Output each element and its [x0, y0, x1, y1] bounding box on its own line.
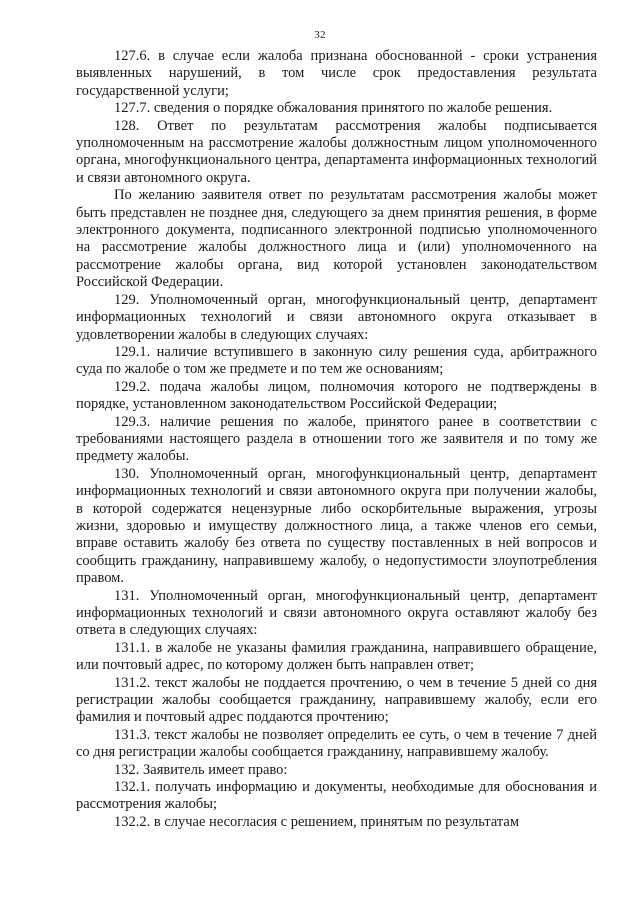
paragraph-129-3: 129.3. наличие решения по жалобе, принятого ранее в соответствии с требованиями настоящего раздела в отношении того же заявителя и по тому же предмету жалобы.	[76, 413, 597, 465]
paragraph-132-1: 132.1. получать информацию и документы, необходимые для обоснования и рассмотрения жалобы;	[76, 779, 597, 813]
paragraph-131-3: 131.3. текст жалобы не позволяет определить ее суть, о чем в течение 7 дней со дня регистрации жалобы сообщается гражданину, направившему жалобу.	[76, 726, 597, 761]
paragraph-131: 131. Уполномоченный орган, многофункциональный центр, департамент информационных технологий и связи автономного округа оставляют жалобу без ответа в следующих случаях:	[76, 587, 597, 639]
document-body	[76, 48, 597, 831]
paragraph-129-1: 129.1. наличие вступившего в законную силу решения суда, арбитражного суда по жалобе о том же предмете и по тем же основаниям;	[76, 343, 597, 378]
paragraph-128: 128. Ответ по результатам рассмотрения жалобы подписывается уполномоченным на рассмотрение жалобы должностным лицом уполномоченного органа, многофункционального центра, департамента информационных технологий и связи автономного округа.	[76, 117, 597, 186]
paragraph-131-2: 131.2. текст жалобы не поддается прочтению, о чем в течение 5 дней со дня регистрации жалобы сообщается гражданину, направившему жалобу, если его фамилия и почтовый адрес поддаются прочтению;	[76, 674, 597, 726]
paragraph-129-2: 129.2. подача жалобы лицом, полномочия которого не подтверждены в порядке, установленном законодательством Российской Федерации;	[76, 378, 597, 413]
paragraph-127-7: 127.7. сведения о порядке обжалования принятого по жалобе решения.	[114, 100, 553, 117]
paragraph-127-6: 127.6. в случае если жалоба признана обоснованной - сроки устранения выявленных нарушений, в том числе срок предоставления результата государственной услуги;	[76, 48, 597, 99]
page-number: 32	[314, 29, 326, 41]
paragraph-132-2: 132.2. в случае несогласия с решением, принятым по результатам	[114, 813, 520, 830]
paragraph-130: 130. Уполномоченный орган, многофункциональный центр, департамент информационных технологий и связи автономного округа при получении жалобы, в которой содержатся нецензурные либо оскорбительные выражения, угрозы жизни, здоровью и имуществу должностного лица, а также членов его семьи, вправе оставить жалобу без ответа по существу поставленных в ней вопросов и сообщить гражданину, направившему жалобу, о недопустимости злоупотребления правом.	[76, 465, 597, 587]
paragraph-128-electronic-answer: По желанию заявителя ответ по результатам рассмотрения жалобы может быть представлен не позднее дня, следующего за днем принятия решения, в форме электронного документа, подписанного электронной подписью уполномоченного на рассмотрение жалобы должностного лица и (или) уполномоченного на рассмотрение жалобы органа, вид которой установлен законодательством Российской Федерации.	[76, 187, 597, 291]
paragraph-131-1: 131.1. в жалобе не указаны фамилия гражданина, направившего обращение, или почтовый адрес, по которому должен быть направлен ответ;	[76, 639, 597, 674]
paragraph-132: 132. Заявитель имеет право:	[114, 761, 288, 778]
paragraph-129: 129. Уполномоченный орган, многофункциональный центр, департамент информационных технологий и связи автономного округа отказывает в удовлетворении жалобы в следующих случаях:	[76, 291, 597, 343]
